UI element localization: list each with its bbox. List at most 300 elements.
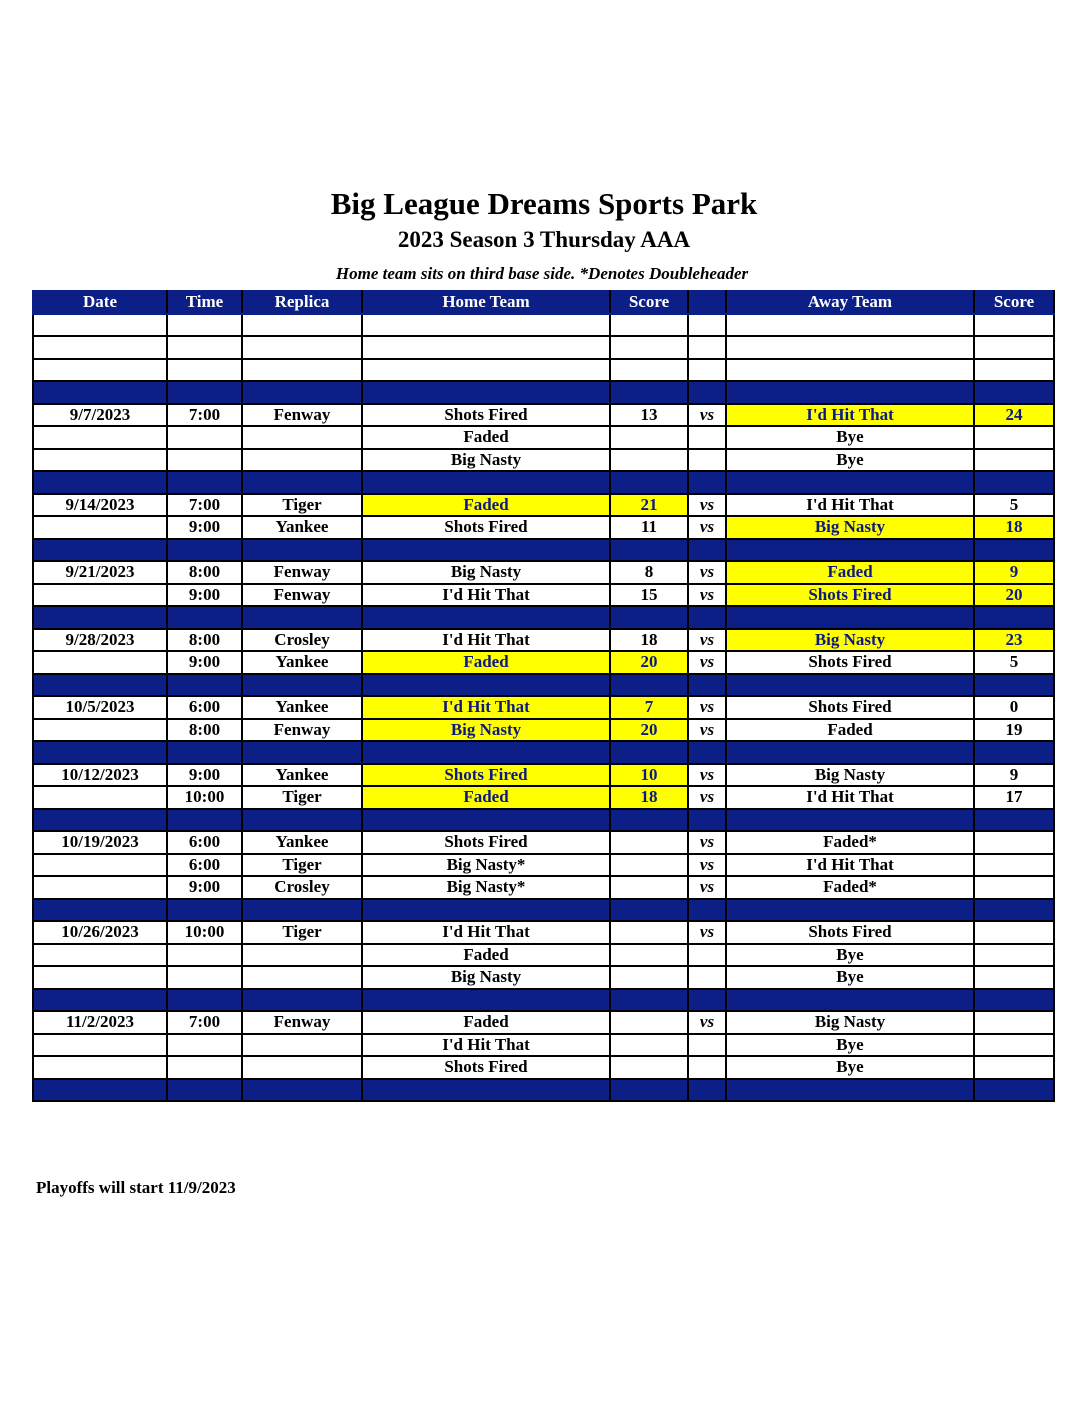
replica-cell: Yankee [242,651,362,674]
away-team-cell: I'd Hit That [726,494,974,517]
home-team-cell: Big Nasty* [362,876,610,899]
away-team-cell: Big Nasty [726,1011,974,1034]
replica-cell [242,944,362,967]
away-team-cell: Shots Fired [726,584,974,607]
date-cell [33,381,167,404]
home-team-cell [362,471,610,494]
replica-cell: Fenway [242,404,362,427]
away-team-cell [726,539,974,562]
replica-cell [242,741,362,764]
table-row [33,786,1054,809]
home-team-cell: I'd Hit That [362,584,610,607]
home-score-cell: 7 [610,696,688,719]
time-cell [167,539,242,562]
away-team-cell: Shots Fired [726,651,974,674]
separator-row [33,606,1054,629]
date-cell: 10/12/2023 [33,764,167,787]
separator-row [33,899,1054,922]
home-score-cell [610,471,688,494]
date-cell: 9/14/2023 [33,494,167,517]
date-cell [33,1034,167,1057]
time-cell: 7:00 [167,494,242,517]
playoffs-note: Playoffs will start 11/9/2023 [36,1178,236,1197]
date-cell: 9/7/2023 [33,404,167,427]
home-team-cell [362,1079,610,1102]
blank-row [33,314,1054,337]
away-score-cell [974,336,1054,359]
away-score-cell [974,899,1054,922]
date-cell [33,1079,167,1102]
away-team-cell [726,741,974,764]
date-cell [33,989,167,1012]
home-score-cell [610,1011,688,1034]
time-cell [167,359,242,382]
away-score-cell [974,854,1054,877]
table-row [33,831,1054,854]
home-score-cell [610,876,688,899]
home-score-cell [610,539,688,562]
table-row [33,1034,1054,1057]
home-score-cell: 15 [610,584,688,607]
away-team-cell [726,809,974,832]
home-score-cell [610,606,688,629]
away-score-cell: 23 [974,629,1054,652]
away-team-cell: Bye [726,944,974,967]
away-score-cell [974,381,1054,404]
date-cell [33,516,167,539]
separator-row [33,741,1054,764]
home-team-cell: Faded [362,494,610,517]
replica-cell [242,471,362,494]
home-score-cell: 13 [610,404,688,427]
vs-cell: vs [688,494,726,517]
time-cell [167,809,242,832]
away-score-cell: 5 [974,651,1054,674]
away-score-cell [974,539,1054,562]
time-cell [167,674,242,697]
replica-cell [242,809,362,832]
date-cell [33,336,167,359]
away-score-cell: 24 [974,404,1054,427]
home-team-cell: Shots Fired [362,764,610,787]
home-score-cell: 11 [610,516,688,539]
home-team-cell: Faded [362,1011,610,1034]
table-row [33,516,1054,539]
home-team-cell: Faded [362,651,610,674]
home-team-cell [362,674,610,697]
table-row [33,1011,1054,1034]
replica-cell: Yankee [242,764,362,787]
home-score-cell: 21 [610,494,688,517]
away-team-cell: Faded* [726,876,974,899]
table-row [33,944,1054,967]
away-team-cell: Shots Fired [726,921,974,944]
time-cell: 7:00 [167,404,242,427]
table-row [33,651,1054,674]
separator-row [33,809,1054,832]
date-cell [33,719,167,742]
replica-cell [242,899,362,922]
replica-cell: Yankee [242,696,362,719]
away-team-cell: Faded [726,561,974,584]
away-score-cell [974,471,1054,494]
away-team-cell: Big Nasty [726,764,974,787]
replica-cell: Fenway [242,1011,362,1034]
time-cell: 8:00 [167,561,242,584]
vs-cell: vs [688,876,726,899]
home-score-cell: 18 [610,786,688,809]
home-team-cell: Big Nasty [362,561,610,584]
home-team-cell: Big Nasty [362,966,610,989]
away-team-cell [726,899,974,922]
col-header-vs [688,291,726,314]
replica-cell: Crosley [242,876,362,899]
home-score-cell [610,449,688,472]
date-cell: 9/21/2023 [33,561,167,584]
date-cell [33,854,167,877]
away-score-cell: 17 [974,786,1054,809]
home-team-cell [362,314,610,337]
home-score-cell [610,1056,688,1079]
home-team-cell [362,989,610,1012]
away-team-cell: Bye [726,449,974,472]
home-score-cell: 8 [610,561,688,584]
home-team-cell [362,899,610,922]
time-cell [167,944,242,967]
replica-cell: Tiger [242,921,362,944]
time-cell [167,314,242,337]
away-team-cell: Shots Fired [726,696,974,719]
away-team-cell: I'd Hit That [726,404,974,427]
table-row [33,966,1054,989]
table-row [33,696,1054,719]
home-team-cell: I'd Hit That [362,696,610,719]
time-cell [167,1034,242,1057]
vs-cell [688,1079,726,1102]
replica-cell [242,426,362,449]
away-score-cell [974,449,1054,472]
date-cell [33,314,167,337]
table-row [33,854,1054,877]
home-score-cell: 10 [610,764,688,787]
home-score-cell [610,854,688,877]
away-score-cell [974,1034,1054,1057]
replica-cell [242,1056,362,1079]
table-row [33,584,1054,607]
time-cell [167,1079,242,1102]
vs-cell: vs [688,719,726,742]
date-cell [33,786,167,809]
home-score-cell [610,966,688,989]
vs-cell [688,426,726,449]
vs-cell [688,606,726,629]
separator-row [33,539,1054,562]
schedule-note: Home team sits on third base side. *Denotes Doubleheader [335,264,749,283]
vs-cell [688,674,726,697]
replica-cell [242,1079,362,1102]
away-score-cell [974,314,1054,337]
replica-cell: Tiger [242,494,362,517]
vs-cell: vs [688,651,726,674]
blank-row [33,359,1054,382]
home-team-cell: Faded [362,944,610,967]
time-cell: 6:00 [167,696,242,719]
date-cell [33,606,167,629]
col-header-date: Date [33,291,167,314]
away-team-cell [726,381,974,404]
home-team-cell: Faded [362,426,610,449]
away-score-cell [974,1079,1054,1102]
away-score-cell [974,989,1054,1012]
date-cell: 10/19/2023 [33,831,167,854]
time-cell: 8:00 [167,719,242,742]
vs-cell [688,944,726,967]
away-score-cell [974,426,1054,449]
vs-cell: vs [688,786,726,809]
home-score-cell [610,314,688,337]
vs-cell [688,1034,726,1057]
table-row [33,426,1054,449]
vs-cell: vs [688,696,726,719]
vs-cell: vs [688,854,726,877]
separator-row [33,989,1054,1012]
separator-row [33,674,1054,697]
home-team-cell: Shots Fired [362,516,610,539]
away-score-cell [974,1011,1054,1034]
away-team-cell: Faded* [726,831,974,854]
vs-cell [688,539,726,562]
vs-cell [688,1056,726,1079]
home-team-cell: Shots Fired [362,404,610,427]
away-team-cell: Big Nasty [726,516,974,539]
home-team-cell: Big Nasty [362,719,610,742]
home-score-cell [610,831,688,854]
vs-cell: vs [688,921,726,944]
time-cell: 10:00 [167,786,242,809]
vs-cell: vs [688,404,726,427]
col-header-home-team: Home Team [362,291,610,314]
away-team-cell [726,359,974,382]
replica-cell: Yankee [242,516,362,539]
away-score-cell [974,876,1054,899]
home-score-cell [610,381,688,404]
home-team-cell [362,336,610,359]
col-header-time: Time [167,291,242,314]
away-score-cell: 5 [974,494,1054,517]
home-score-cell [610,674,688,697]
home-team-cell [362,606,610,629]
away-score-cell [974,966,1054,989]
home-team-cell [362,359,610,382]
date-cell: 11/2/2023 [33,1011,167,1034]
replica-cell: Tiger [242,854,362,877]
date-cell [33,359,167,382]
table-row [33,449,1054,472]
time-cell: 9:00 [167,876,242,899]
time-cell: 6:00 [167,854,242,877]
home-score-cell [610,336,688,359]
table-row [33,876,1054,899]
replica-cell: Fenway [242,561,362,584]
away-team-cell [726,606,974,629]
separator-row [33,471,1054,494]
away-team-cell [726,989,974,1012]
page-subtitle: 2023 Season 3 Thursday AAA [397,227,691,252]
away-score-cell: 9 [974,561,1054,584]
home-score-cell [610,899,688,922]
away-team-cell [726,674,974,697]
date-cell [33,539,167,562]
time-cell [167,899,242,922]
time-cell: 9:00 [167,764,242,787]
vs-cell [688,809,726,832]
replica-cell [242,359,362,382]
vs-cell: vs [688,584,726,607]
home-team-cell: I'd Hit That [362,1034,610,1057]
home-team-cell: Shots Fired [362,1056,610,1079]
time-cell [167,1056,242,1079]
home-score-cell [610,1034,688,1057]
vs-cell [688,381,726,404]
table-row [33,494,1054,517]
vs-cell [688,471,726,494]
time-cell: 9:00 [167,516,242,539]
home-score-cell [610,1079,688,1102]
home-score-cell [610,741,688,764]
time-cell: 9:00 [167,651,242,674]
vs-cell [688,741,726,764]
home-team-cell [362,381,610,404]
vs-cell [688,336,726,359]
away-score-cell [974,674,1054,697]
away-team-cell [726,1079,974,1102]
replica-cell [242,381,362,404]
away-score-cell [974,741,1054,764]
time-cell [167,741,242,764]
home-team-cell: Big Nasty* [362,854,610,877]
home-score-cell: 20 [610,651,688,674]
date-cell [33,809,167,832]
away-team-cell: Big Nasty [726,629,974,652]
replica-cell: Fenway [242,719,362,742]
col-header-away-score: Score [974,291,1054,314]
home-team-cell: I'd Hit That [362,921,610,944]
vs-cell: vs [688,561,726,584]
separator-row [33,1079,1054,1102]
table-row [33,764,1054,787]
col-header-away-team: Away Team [726,291,974,314]
table-row [33,719,1054,742]
date-cell [33,471,167,494]
vs-cell [688,899,726,922]
vs-cell [688,989,726,1012]
time-cell: 6:00 [167,831,242,854]
date-cell [33,741,167,764]
vs-cell [688,966,726,989]
replica-cell [242,1034,362,1057]
away-score-cell: 9 [974,764,1054,787]
schedule-table [32,290,1055,1102]
away-score-cell [974,944,1054,967]
date-cell [33,944,167,967]
date-cell [33,449,167,472]
time-cell: 8:00 [167,629,242,652]
home-score-cell [610,426,688,449]
home-team-cell [362,539,610,562]
vs-cell [688,449,726,472]
replica-cell [242,314,362,337]
date-cell [33,674,167,697]
col-header-home-score: Score [610,291,688,314]
away-score-cell: 0 [974,696,1054,719]
home-score-cell [610,809,688,832]
away-team-cell: I'd Hit That [726,786,974,809]
vs-cell: vs [688,1011,726,1034]
time-cell [167,449,242,472]
replica-cell: Yankee [242,831,362,854]
date-cell: 10/26/2023 [33,921,167,944]
replica-cell [242,674,362,697]
replica-cell: Crosley [242,629,362,652]
table-row [33,561,1054,584]
time-cell [167,989,242,1012]
date-cell [33,899,167,922]
separator-row [33,381,1054,404]
time-cell [167,471,242,494]
replica-cell [242,989,362,1012]
away-team-cell: Bye [726,966,974,989]
away-score-cell [974,921,1054,944]
vs-cell: vs [688,629,726,652]
away-team-cell: Bye [726,1056,974,1079]
date-cell [33,426,167,449]
home-score-cell [610,989,688,1012]
away-score-cell: 19 [974,719,1054,742]
time-cell [167,381,242,404]
table-row [33,921,1054,944]
date-cell [33,651,167,674]
home-team-cell: Big Nasty [362,449,610,472]
away-team-cell: Faded [726,719,974,742]
away-score-cell [974,1056,1054,1079]
home-team-cell: I'd Hit That [362,629,610,652]
vs-cell: vs [688,831,726,854]
time-cell: 9:00 [167,584,242,607]
home-team-cell [362,809,610,832]
time-cell [167,966,242,989]
away-score-cell: 20 [974,584,1054,607]
table-row [33,404,1054,427]
date-cell [33,876,167,899]
away-team-cell: Bye [726,1034,974,1057]
table-row [33,1056,1054,1079]
away-score-cell [974,359,1054,382]
replica-cell [242,449,362,472]
home-score-cell [610,944,688,967]
blank-row [33,336,1054,359]
away-team-cell [726,471,974,494]
replica-cell [242,336,362,359]
date-cell: 9/28/2023 [33,629,167,652]
schedule-body [33,314,1054,1102]
time-cell: 10:00 [167,921,242,944]
away-score-cell [974,606,1054,629]
replica-cell: Tiger [242,786,362,809]
home-score-cell [610,359,688,382]
vs-cell [688,359,726,382]
replica-cell: Fenway [242,584,362,607]
replica-cell [242,539,362,562]
